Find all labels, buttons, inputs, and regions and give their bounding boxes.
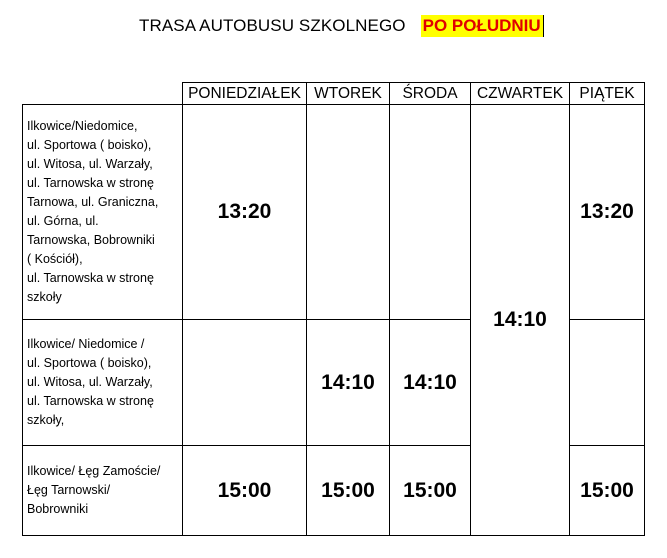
route-line: ul. Sportowa ( boisko),: [27, 356, 152, 370]
time-cell: 15:00: [307, 446, 390, 536]
page-title: [139, 14, 544, 38]
title-highlight: PO POŁUDNIU: [421, 15, 544, 37]
route-line: ul. Witosa, ul. Warzały,: [27, 157, 153, 171]
time-cell: 15:00: [183, 446, 307, 536]
time-cell: 13:20: [183, 105, 307, 320]
day-header-monday: PONIEDZIAŁEK: [183, 83, 307, 105]
title-text: TRASA AUTOBUSU SZKOLNEGO: [139, 16, 406, 35]
route-line: ul. Sportowa ( boisko),: [27, 138, 152, 152]
time-cell: 15:00: [390, 446, 471, 536]
day-header-thursday: CZWARTEK: [471, 83, 570, 105]
route-description: [23, 446, 183, 536]
route-line: szkoły: [27, 290, 62, 304]
time-cell: [570, 320, 645, 446]
route-description: [23, 320, 183, 446]
route-line: Ilkowice/Niedomice,: [27, 119, 138, 133]
day-header-wednesday: ŚRODA: [390, 83, 471, 105]
route-line: szkoły,: [27, 413, 65, 427]
route-line: ul. Tarnowska w stronę: [27, 176, 154, 190]
header-row: [23, 83, 645, 105]
day-header-friday: PIĄTEK: [570, 83, 645, 105]
time-cell: 14:10: [390, 320, 471, 446]
route-line: ul. Tarnowska w stronę: [27, 271, 154, 285]
table-row: [23, 105, 645, 320]
time-cell: [307, 105, 390, 320]
route-line: Ilkowice/ Niedomice /: [27, 337, 145, 351]
route-description: [23, 105, 183, 320]
thursday-time-cell: 14:10: [471, 105, 570, 536]
time-cell: 13:20: [570, 105, 645, 320]
route-line: Tarnowa, ul. Graniczna,: [27, 195, 159, 209]
route-line: Tarnowska, Bobrowniki: [27, 233, 155, 247]
time-cell: 14:10: [307, 320, 390, 446]
time-cell: [183, 320, 307, 446]
time-cell: 15:00: [570, 446, 645, 536]
time-cell: [390, 105, 471, 320]
header-corner: [23, 83, 183, 105]
route-line: ul. Tarnowska w stronę: [27, 394, 154, 408]
bus-schedule-table: [22, 82, 645, 536]
route-line: ul. Górna, ul.: [27, 214, 99, 228]
route-line: ( Kościół),: [27, 252, 83, 266]
route-line: Bobrowniki: [27, 502, 89, 516]
route-line: ul. Witosa, ul. Warzały,: [27, 375, 153, 389]
route-line: Ilkowice/ Łęg Zamoście/: [27, 464, 161, 478]
route-line: Łęg Tarnowski/: [27, 483, 111, 497]
day-header-tuesday: WTOREK: [307, 83, 390, 105]
